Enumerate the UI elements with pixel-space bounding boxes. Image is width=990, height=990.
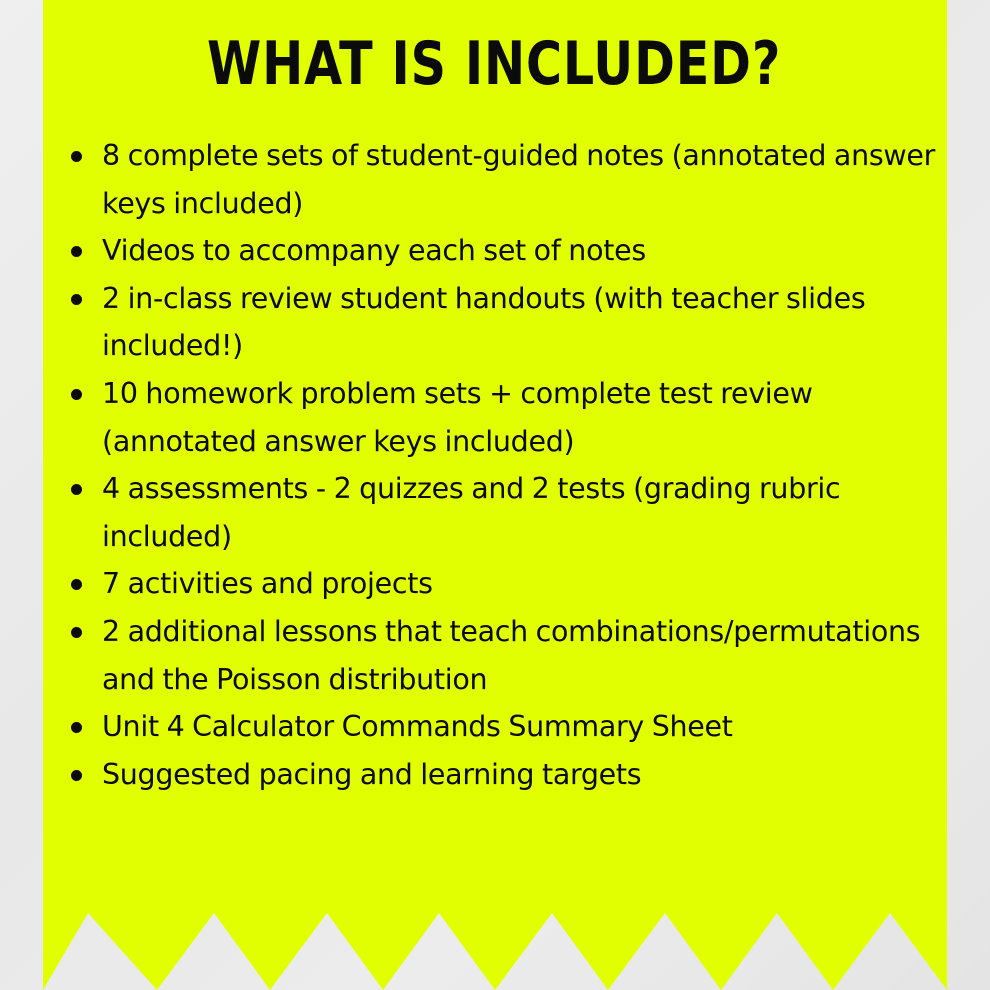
bullet-icon	[71, 484, 82, 495]
bullet-icon	[71, 579, 82, 590]
list-item-label: 4 assessments - 2 quizzes and 2 tests (grading rubric included)	[102, 472, 841, 553]
list-item-label: 10 homework problem sets + complete test review (annotated answer keys included)	[102, 376, 813, 458]
list-item	[43, 227, 938, 275]
list-item	[43, 465, 938, 560]
list-item	[43, 370, 938, 465]
bullet-icon	[71, 770, 82, 781]
list-item-label: 7 activities and projects	[102, 567, 433, 601]
list-item	[43, 751, 938, 799]
list-item-label: Suggested pacing and learning targets	[102, 757, 642, 791]
bullet-icon	[71, 389, 82, 400]
list-item-label: 2 additional lessons that teach combinations/permutations and the Poisson distribution	[102, 614, 921, 696]
bullet-icon	[71, 294, 82, 305]
list-item	[43, 703, 938, 751]
bullet-icon	[71, 246, 82, 257]
bullet-icon	[71, 722, 82, 733]
list-item	[43, 275, 938, 370]
included-panel	[43, 0, 947, 990]
bullet-icon	[71, 627, 82, 638]
page-title: WHAT IS INCLUDED?	[207, 29, 782, 99]
list-item	[43, 560, 938, 608]
list-item	[43, 608, 938, 703]
bullet-icon	[71, 151, 82, 162]
list-item-label: 2 in-class review student handouts (with teacher slides included!)	[102, 281, 866, 363]
list-item	[43, 132, 938, 227]
list-item-label: 8 complete sets of student-guided notes (annotated answer keys included)	[102, 139, 936, 220]
included-items-list	[43, 132, 947, 798]
list-item-label: Unit 4 Calculator Commands Summary Sheet	[102, 710, 733, 744]
list-item-label: Videos to accompany each set of notes	[102, 234, 646, 268]
